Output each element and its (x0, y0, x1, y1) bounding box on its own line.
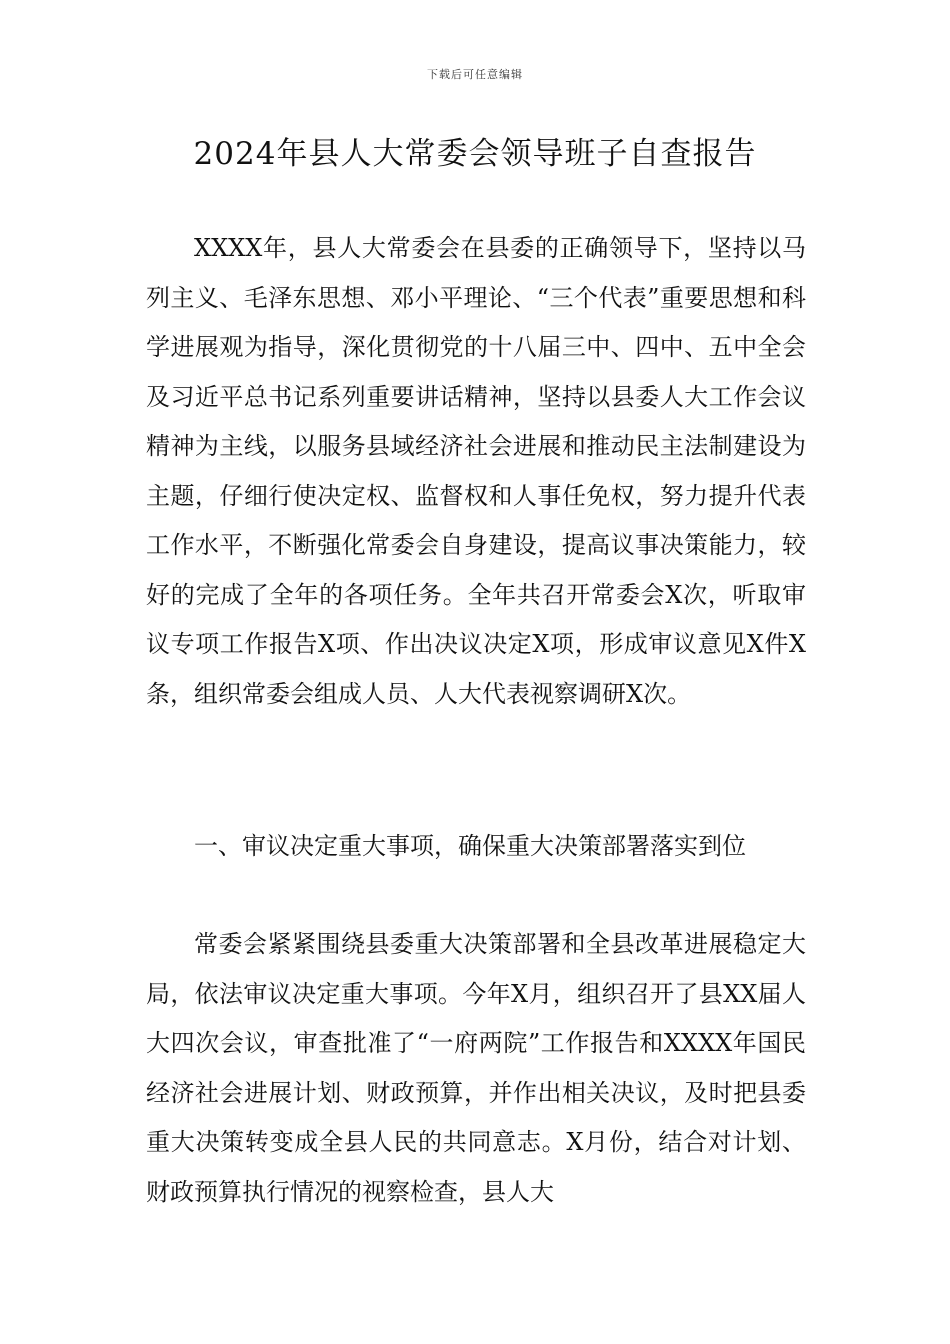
document-title: 2024年县人大常委会领导班子自查报告 (193, 136, 757, 172)
intro-paragraph: XXXX年，县人大常委会在县委的正确领导下，坚持以马列主义、毛泽东思想、邓小平理论、“三个代表”重要思想和科学进展观为指导，深化贯彻党的十八届三中、四中、五中全会及习近平总书记系列重要讲话精神，坚持以县委人大工作会议精神为主线，以服务县域经济社会进展和推动民主法制建设为主题，仔细行使决定权、监督权和人事任免权，努力提升代表工作水平，不断强化常委会自身建设，提高议事决策能力，较好的完成了全年的各项任务。全年共召开常委会X次，听取审议专项工作报告X项、作出决议决定X项，形成审议意见X件X条，组织常委会组成人员、人大代表视察调研X次。 (146, 234, 806, 708)
header-note: 下载后可任意编辑 (427, 68, 523, 81)
section-paragraph: 常委会紧紧围绕县委重大决策部署和全县改革进展稳定大局，依法审议决定重大事项。今年X月，组织召开了县XX届人大四次会议，审查批准了“一府两院”工作报告和XXXX年国民经济社会进展计划、财政预算，并作出相关决议，及时把县委重大决策转变成全县人民的共同意志。X月份，结合对计划、财政预算执行情况的视察检查，县人大 (146, 930, 806, 1206)
section-heading: 一、审议决定重大事项，确保重大决策部署落实到位 (194, 832, 746, 860)
